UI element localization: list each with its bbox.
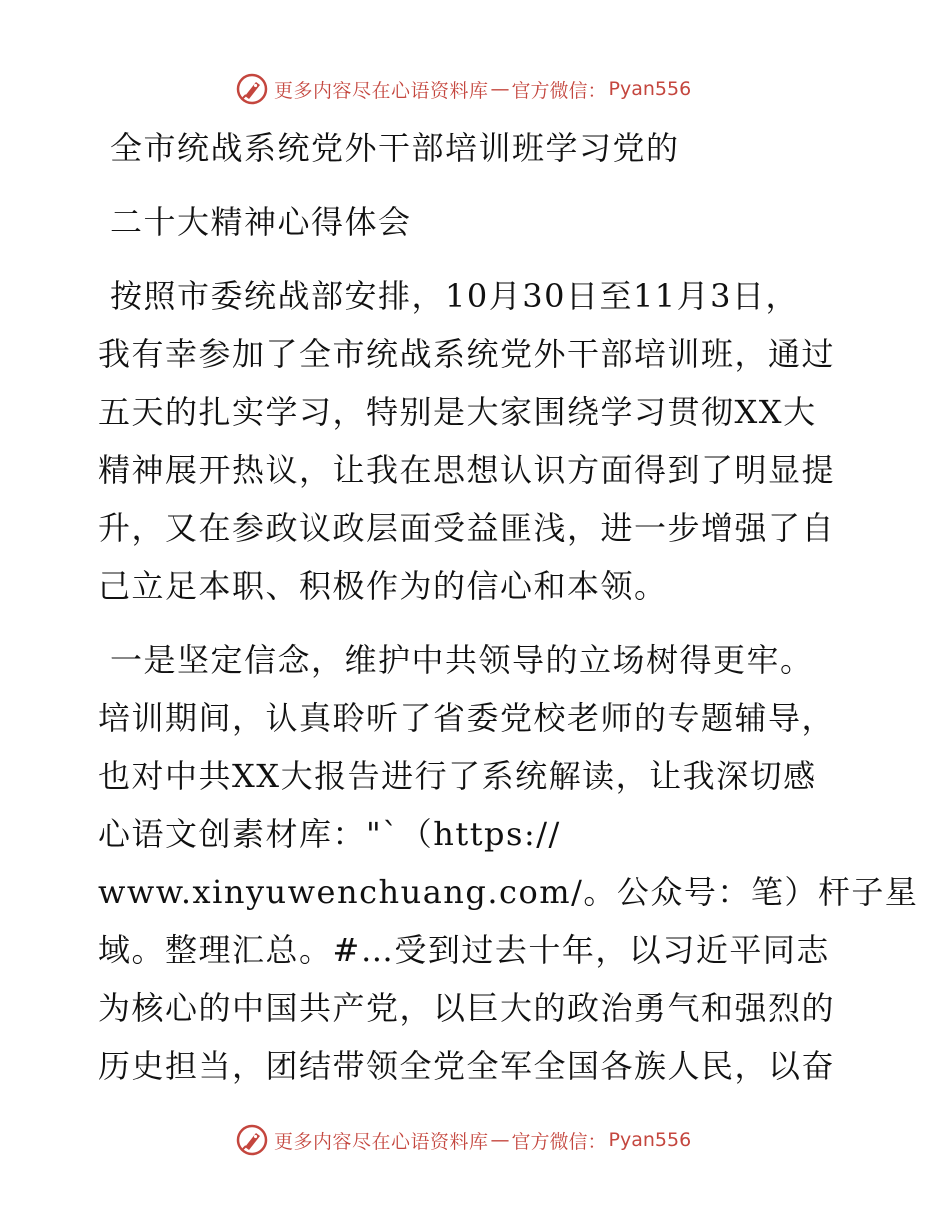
banner-wechat-id: Pyan556 [608, 1129, 692, 1151]
banner-text: 更多内容尽在心语资料库 [274, 79, 489, 102]
banner-dash: — [490, 78, 510, 100]
paragraph-2-line: 历史担当，团结带领全党全军全国各族人民，以奋 [98, 1047, 836, 1085]
paragraph-2-line: 为核心的中国共产党，以巨大的政治勇气和强烈的 [98, 989, 836, 1027]
paragraph-1-line: 五天的扎实学习，特别是大家围绕学习贯彻XX大 [98, 393, 817, 431]
banner-wechat-label: 官方微信： [511, 1130, 607, 1153]
paragraph-1-line: 精神展开热议，让我在思想认识方面得到了明显提 [98, 451, 836, 489]
paragraph-2-line: 心语文创素材库："`（https:// [98, 815, 561, 853]
paragraph-2-line: 域。整理汇总。#…受到过去十年，以习近平同志 [98, 931, 830, 969]
banner-dash: — [490, 1129, 510, 1151]
pen-nib-logo-icon [236, 1124, 268, 1156]
document-title-line-1: 全市统战系统党外干部培训班学习党的 [110, 129, 680, 167]
paragraph-2-line: 培训期间，认真聆听了省委党校老师的专题辅导， [98, 699, 836, 737]
footer-banner [236, 1123, 716, 1157]
banner-wechat-label: 官方微信： [511, 79, 607, 102]
paragraph-2-line: www.xinyuwenchuang.com/。公众号：笔）杆子星 [98, 873, 919, 911]
paragraph-2-line: 也对中共XX大报告进行了系统解读，让我深切感 [98, 757, 817, 795]
paragraph-2-line: 一是坚定信念，维护中共领导的立场树得更牢。 [110, 641, 814, 679]
paragraph-1-line: 己立足本职、积极作为的信心和本领。 [98, 567, 668, 605]
paragraph-1-line: 我有幸参加了全市统战系统党外干部培训班，通过 [98, 335, 836, 373]
header-banner [236, 72, 716, 106]
document-title-line-2: 二十大精神心得体会 [110, 203, 412, 241]
pen-nib-logo-icon [236, 73, 268, 105]
paragraph-1-line: 升，又在参政议政层面受益匪浅，进一步增强了自 [98, 509, 836, 547]
paragraph-1-line: 按照市委统战部安排，10月30日至11月3日， [110, 277, 800, 315]
banner-wechat-id: Pyan556 [608, 78, 692, 100]
banner-text: 更多内容尽在心语资料库 [274, 1130, 489, 1153]
